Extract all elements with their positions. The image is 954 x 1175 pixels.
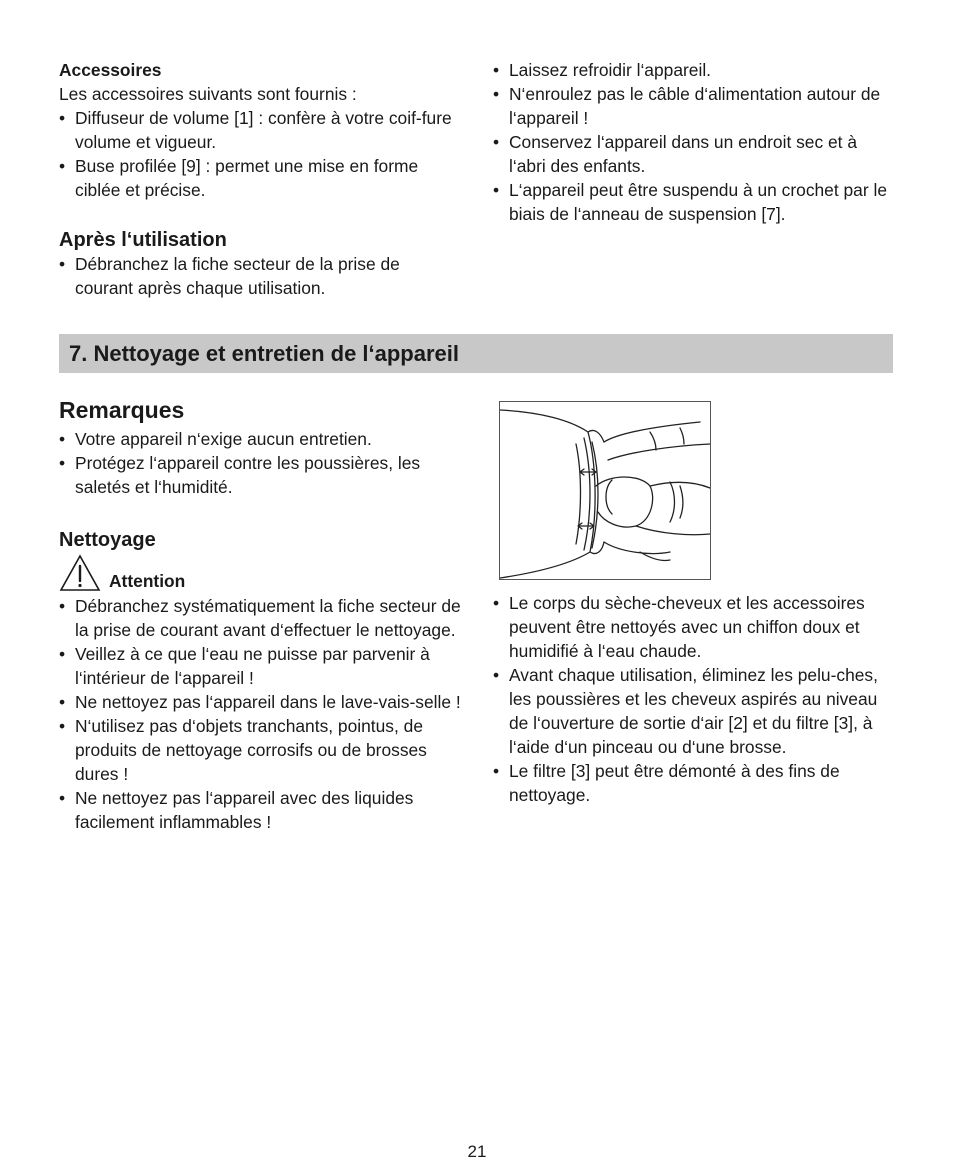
list-item: • L‘appareil peut être suspendu à un crochet par le biais de l‘anneau de suspension [7].: [493, 178, 893, 226]
list-item: • Diffuseur de volume [1] : confère à votre coif-fure volume et vigueur.: [59, 106, 459, 154]
list-item: • Avant chaque utilisation, éliminez les pelu-ches, les poussières et les cheveux aspirés au niveau de l‘ouverture de sortie d‘air [2] et du filtre [3], à l‘aide d‘un pinceau ou d‘une brosse.: [493, 663, 898, 759]
list-item: • Ne nettoyez pas l‘appareil avec des liquides facilement inflammables !: [59, 786, 464, 834]
right-top-list: [493, 58, 893, 226]
accessoires-block: [59, 58, 459, 202]
apres-block: [59, 228, 459, 300]
list-item: • Veillez à ce que l‘eau ne puisse par parvenir à l‘intérieur de l‘appareil !: [59, 642, 464, 690]
list-item: • Le corps du sèche-cheveux et les accessoires peuvent être nettoyés avec un chiffon doux et humidifié à l‘eau chaude.: [493, 591, 898, 663]
list-item: • Le filtre [3] peut être démonté à des fins de nettoyage.: [493, 759, 898, 807]
list-item: • Débranchez la fiche secteur de la prise de courant après chaque utilisation.: [59, 252, 459, 300]
list-item: • Buse profilée [9] : permet une mise en forme ciblée et précise.: [59, 154, 459, 202]
accessoires-list: [59, 106, 459, 202]
list-item: • Ne nettoyez pas l‘appareil dans le lave-vais-selle !: [59, 690, 464, 714]
remarques-block: [59, 396, 459, 499]
right-top-block: [493, 58, 893, 226]
list-item: • Conservez l‘appareil dans un endroit sec et à l‘abri des enfants.: [493, 130, 893, 178]
section-heading-bar: [59, 334, 893, 373]
page-number: 21: [467, 1142, 487, 1161]
list-item: • N‘utilisez pas d‘objets tranchants, pointus, de produits de nettoyage corrosifs ou de brosses dures !: [59, 714, 464, 786]
remarques-heading: Remarques: [59, 397, 185, 423]
accessoires-intro: Les accessoires suivants sont fournis :: [59, 84, 357, 104]
filter-removal-illustration: [499, 401, 711, 580]
warning-triangle-icon: [59, 554, 101, 592]
nettoyage-block: [59, 528, 464, 834]
nettoyage-heading: Nettoyage: [59, 529, 156, 551]
apres-list: [59, 252, 459, 300]
hand-removing-filter-image: [500, 402, 710, 579]
list-item: • Votre appareil n‘exige aucun entretien.: [59, 427, 459, 451]
nettoyage-list: [59, 594, 464, 834]
section-title: 7. Nettoyage et entretien de l‘appareil: [69, 341, 460, 366]
list-item: • Laissez refroidir l‘appareil.: [493, 58, 893, 82]
accessoires-heading: Accessoires: [59, 60, 162, 80]
list-item: • Débranchez systématiquement la fiche secteur de la prise de courant avant d‘effectuer le nettoyage.: [59, 594, 464, 642]
apres-heading: Après l‘utilisation: [59, 229, 227, 251]
list-item: • Protégez l‘appareil contre les poussières, les saletés et l‘humidité.: [59, 451, 459, 499]
attention-label: Attention: [109, 571, 186, 591]
right-bottom-block: [493, 591, 898, 807]
attention-row: [59, 552, 464, 592]
right-bottom-list: [493, 591, 898, 807]
list-item: • N‘enroulez pas le câble d‘alimentation autour de l‘appareil !: [493, 82, 893, 130]
remarques-list: [59, 427, 459, 499]
